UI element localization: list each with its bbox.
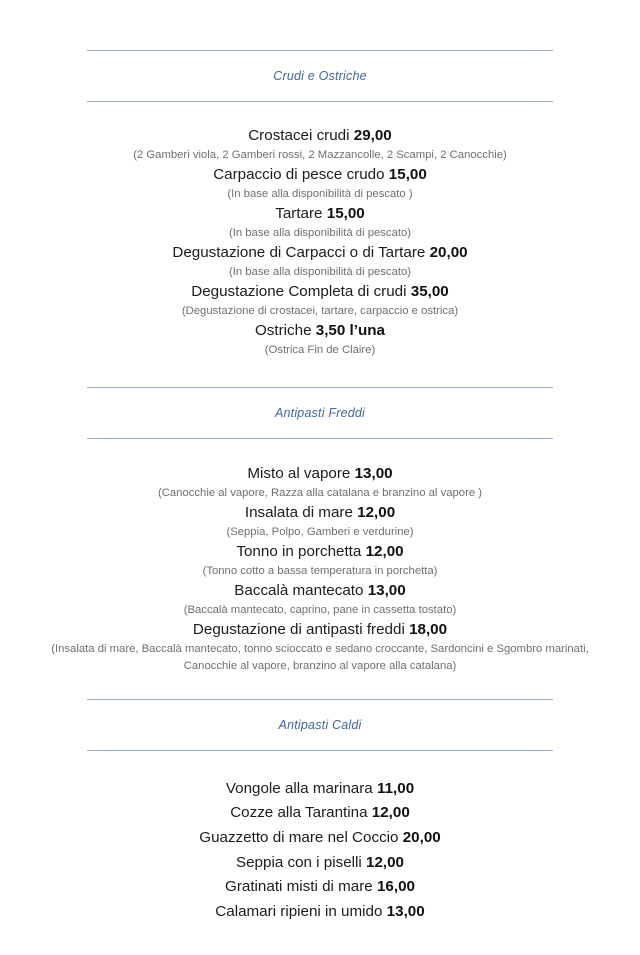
menu-item-price: 13,00	[367, 582, 406, 600]
menu-item-name: Tartare	[275, 204, 323, 222]
menu-item	[0, 801, 640, 826]
menu-item-name-line	[0, 801, 640, 826]
menu-item-description	[0, 485, 640, 502]
menu-item-description-line: (Degustazione di crostacei, tartare, carpaccio e ostrica)	[181, 305, 459, 318]
menu-item-name-line	[0, 777, 640, 802]
menu-section	[0, 50, 640, 387]
menu-item-name-line	[0, 242, 640, 264]
menu-item	[0, 164, 640, 203]
menu-item-list	[0, 102, 640, 360]
menu-item-name-line	[0, 826, 640, 851]
section-body	[0, 439, 640, 700]
menu-item-description	[0, 563, 640, 580]
section-title: Crudi e Ostriche	[273, 69, 367, 83]
menu-item-name-line	[0, 875, 640, 900]
menu-item-description	[0, 303, 640, 320]
menu-item-name-line	[0, 320, 640, 342]
menu-item	[0, 463, 640, 502]
menu-item	[0, 502, 640, 541]
menu-item-price: 13,00	[386, 902, 425, 920]
menu-item-price: 12,00	[365, 543, 404, 560]
menu-item	[0, 541, 640, 580]
menu-item-description-line: (In base alla disponibilità di pescato)	[228, 266, 412, 279]
menu-item-name-line	[0, 164, 640, 186]
section-header	[87, 387, 553, 439]
menu-item-name: Seppia con i piselli	[235, 853, 362, 871]
menu-item-description-line: (Insalata di mare, Baccalà mantecato, tonno scioccato e sedano croccante, Sardoncini e Sgombro marinati,	[51, 643, 589, 656]
menu-item-name-line	[0, 619, 640, 641]
menu-item-description-line: (In base alla disponibilità di pescato)	[228, 226, 412, 239]
menu-item-list	[0, 751, 640, 925]
menu-item	[0, 242, 640, 281]
menu-item-price: 12,00	[371, 804, 410, 822]
menu-item-description	[0, 147, 640, 164]
menu-item	[0, 826, 640, 851]
menu-item-price: 12,00	[357, 503, 396, 521]
menu-item-price: 15,00	[326, 204, 365, 222]
menu-item-description	[0, 186, 640, 203]
menu-item-name: Insalata di mare	[244, 503, 353, 521]
section-body	[0, 751, 640, 955]
menu-item-name: Guazzetto di mare nel Coccio	[199, 829, 399, 847]
menu-item-price: 18,00	[409, 621, 448, 639]
section-body	[0, 102, 640, 388]
menu-item-name: Tonno in porchetta	[236, 543, 362, 560]
menu-item	[0, 203, 640, 242]
menu-item	[0, 580, 640, 619]
menu-item-name: Cozze alla Tarantina	[230, 804, 368, 822]
menu-item-name: Degustazione di Carpacci o di Tartare	[172, 243, 426, 261]
menu-section	[0, 387, 640, 699]
menu-item-description	[0, 342, 640, 359]
menu-item-name: Carpaccio di pesce crudo	[213, 165, 385, 183]
menu-item-description	[0, 225, 640, 242]
menu-item-price: 3,50 l’una	[315, 322, 385, 340]
menu-item-price: 12,00	[366, 853, 405, 871]
menu-item	[0, 125, 640, 164]
menu-item-name-line	[0, 125, 640, 147]
menu-item-price: 20,00	[402, 829, 441, 847]
menu-item-name: Crostacei crudi	[248, 126, 350, 144]
menu-item-description	[0, 641, 640, 658]
menu-item-description	[0, 524, 640, 541]
section-header	[87, 699, 553, 751]
menu-item-name-line	[0, 463, 640, 485]
menu-item-name: Ostriche	[254, 322, 312, 340]
menu-item-description-line: (In base alla disponibilità di pescato )	[227, 187, 413, 200]
section-title: Antipasti Caldi	[278, 718, 362, 733]
menu-item-description	[0, 602, 640, 619]
menu-item-price: 11,00	[376, 779, 415, 797]
menu-item-price: 13,00	[354, 464, 393, 482]
menu-item-name-line	[0, 851, 640, 876]
menu-item-name-line	[0, 541, 640, 563]
menu-item-price: 20,00	[429, 243, 468, 261]
menu-item-description-line: (Tonno cotto a bassa temperatura in porchetta)	[202, 565, 438, 578]
menu-item-price: 16,00	[376, 878, 415, 896]
menu-item-description-line: (Ostrica Fin de Claire)	[264, 344, 376, 357]
menu-item-price: 35,00	[410, 283, 449, 300]
menu-item-name: Degustazione Completa di crudi	[191, 283, 407, 300]
menu-item-price: 29,00	[353, 126, 392, 144]
menu-item-name-line	[0, 203, 640, 225]
menu-item-name: Vongole alla marinara	[225, 779, 373, 797]
section-title: Antipasti Freddi	[274, 406, 366, 421]
section-header	[87, 50, 553, 102]
menu-item	[0, 851, 640, 876]
menu-item-description-line: (2 Gamberi viola, 2 Gamberi rossi, 2 Mazzancolle, 2 Scampi, 2 Canocchie)	[133, 148, 507, 161]
menu-item	[0, 875, 640, 900]
menu-item-name-line	[0, 281, 640, 303]
menu-item	[0, 777, 640, 802]
menu-item	[0, 619, 640, 675]
menu-item	[0, 320, 640, 359]
menu-item-name-line	[0, 900, 640, 925]
menu-item-description	[0, 658, 640, 675]
menu-item-name-line	[0, 502, 640, 524]
menu-item-name: Misto al vapore	[247, 464, 351, 482]
menu-item-description-line: (Baccalà mantecato, caprino, pane in cassetta tostato)	[183, 604, 457, 617]
menu-item-name: Degustazione di antipasti freddi	[192, 621, 405, 639]
menu-item-name: Calamari ripieni in umido	[215, 902, 383, 920]
menu-item-list	[0, 439, 640, 676]
menu-item-name: Baccalà mantecato	[234, 582, 364, 600]
menu-item-description-line: Canocchie al vapore, branzino al vapore alla catalana)	[183, 660, 457, 673]
menu-section	[0, 699, 640, 954]
menu-item	[0, 281, 640, 320]
menu-item-name: Gratinati misti di mare	[225, 878, 373, 896]
menu-item-name-line	[0, 580, 640, 602]
menu-item-description-line: (Canocchie al vapore, Razza alla catalana e branzino al vapore )	[157, 486, 483, 499]
menu-item-description-line: (Seppia, Polpo, Gamberi e verdurine)	[226, 526, 414, 539]
menu-item	[0, 900, 640, 925]
menu-item-description	[0, 264, 640, 281]
menu-item-price: 15,00	[388, 165, 427, 183]
